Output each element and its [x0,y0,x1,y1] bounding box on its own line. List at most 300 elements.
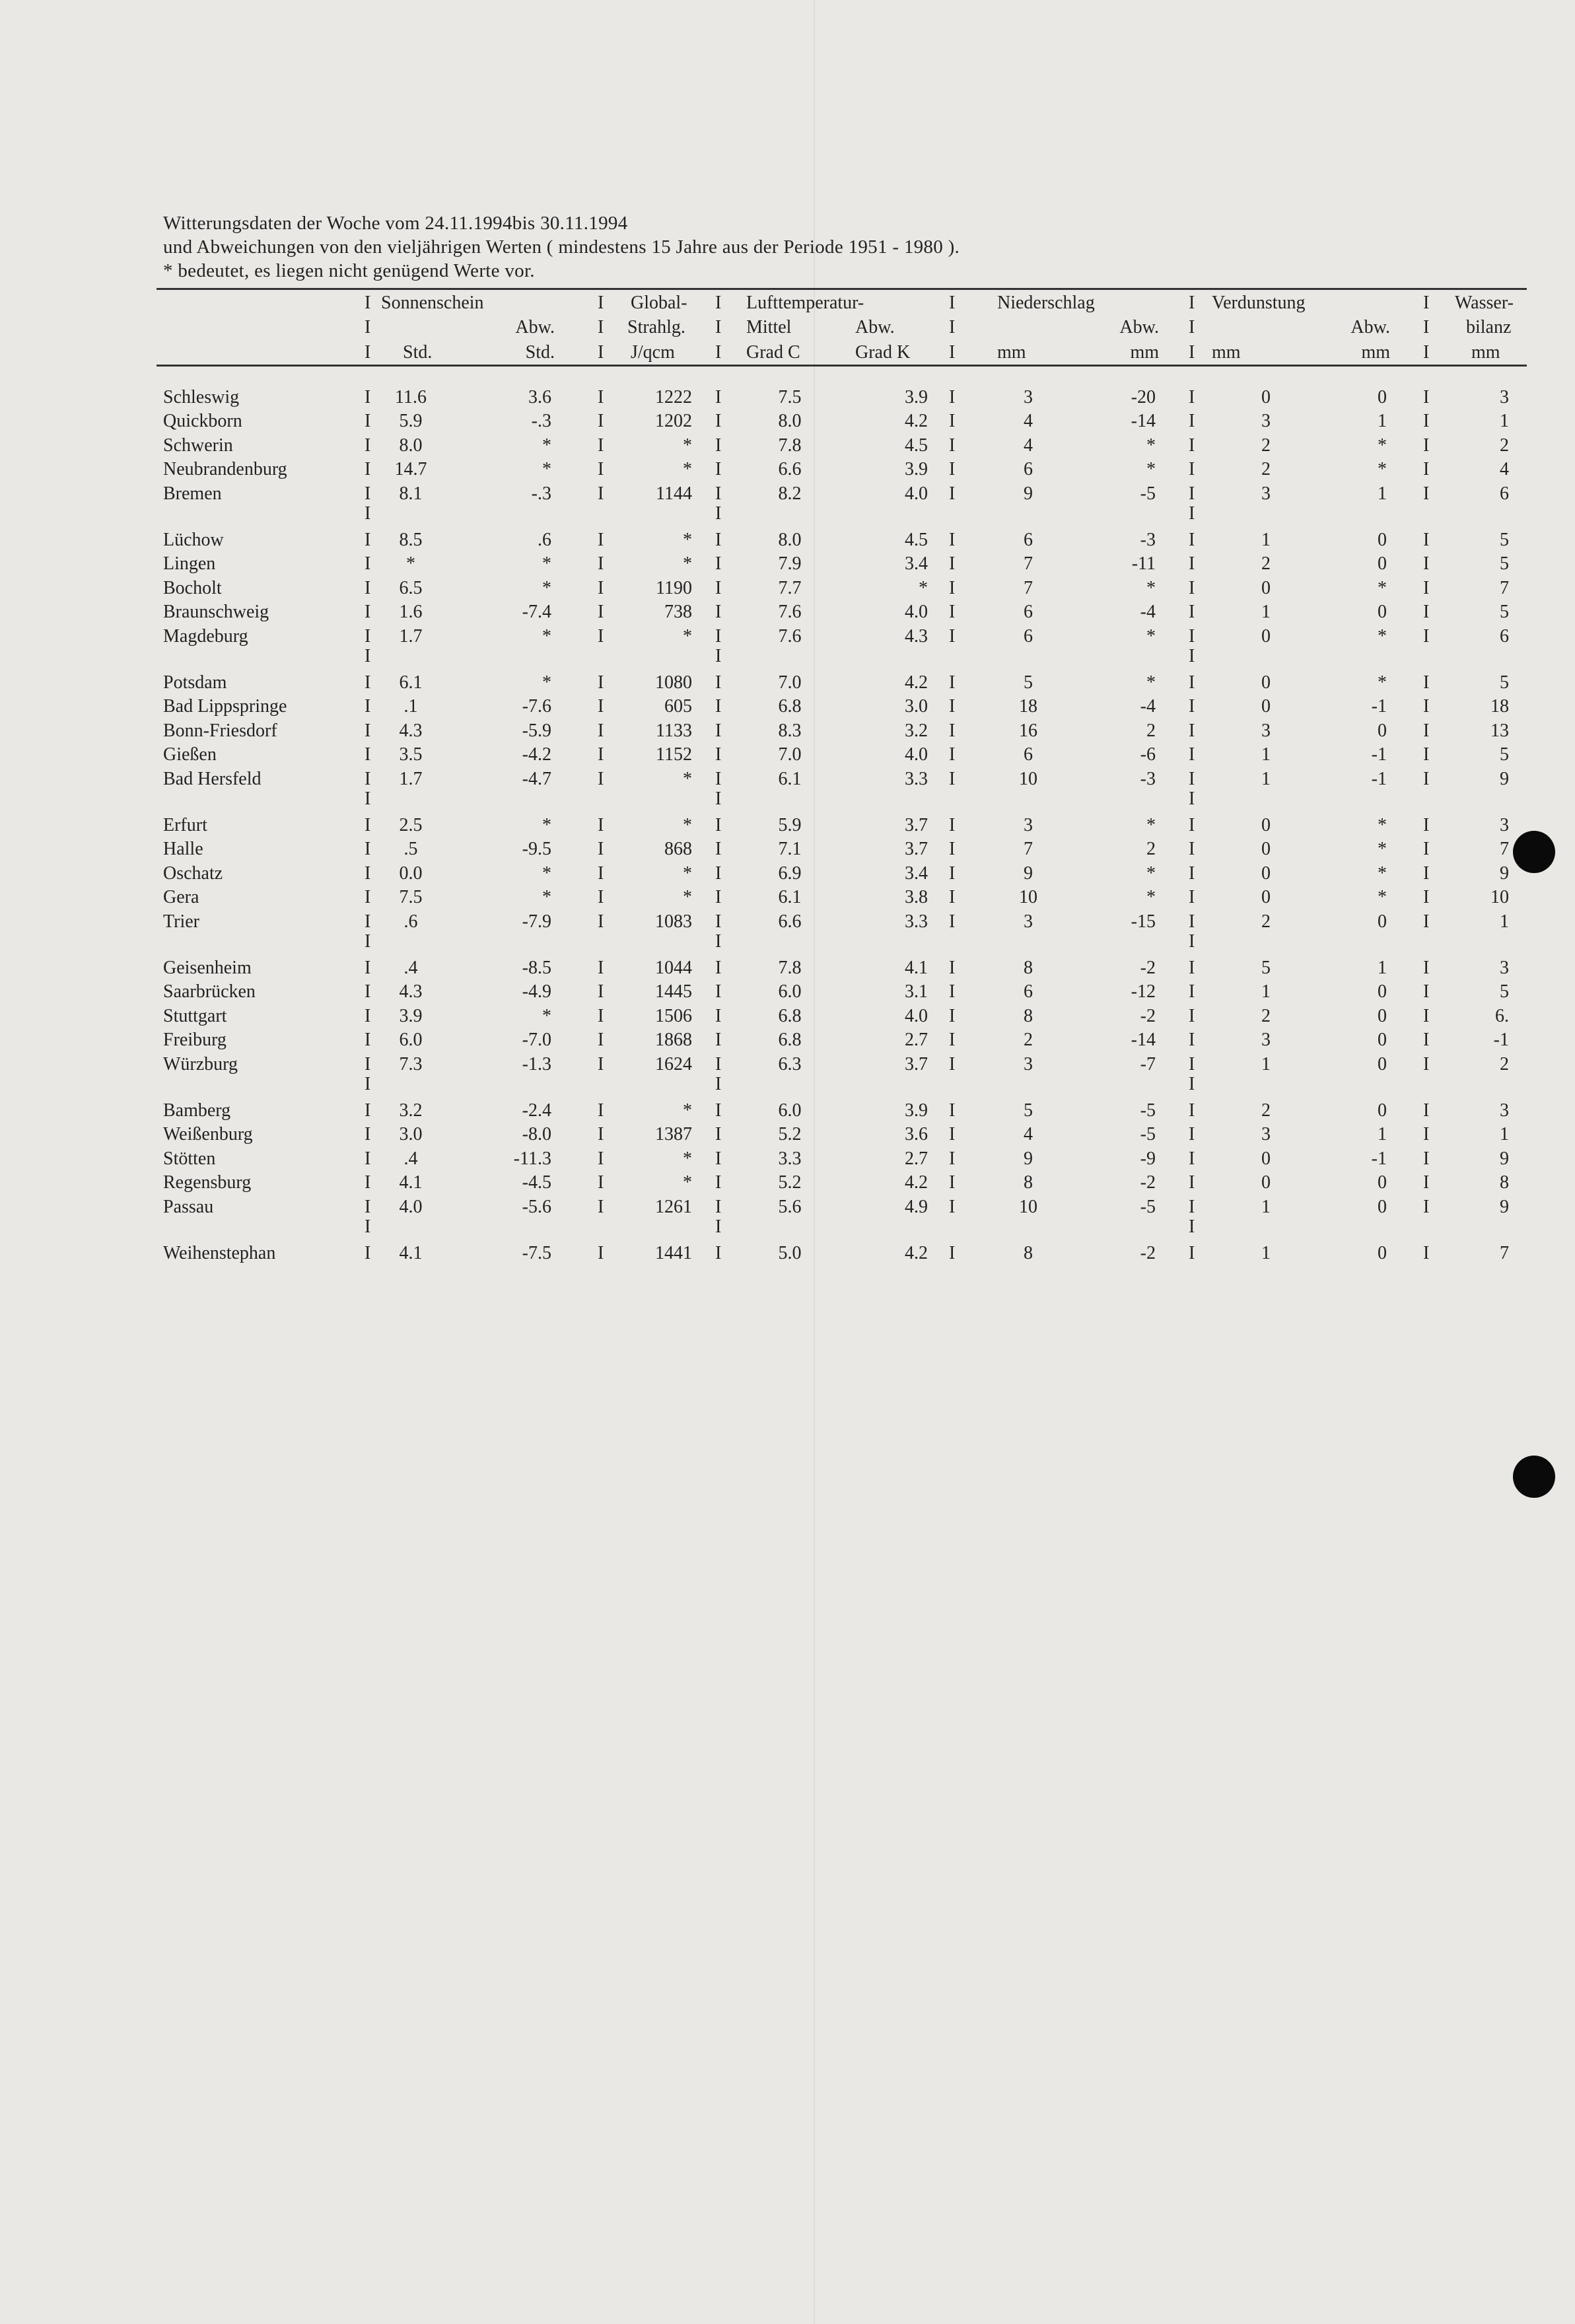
verdunstung-abw: * [1378,815,1387,835]
column-separator: I [715,981,722,1003]
global-strahlung: 1152 [656,744,692,765]
verdunstung-abw: -1 [1371,696,1387,717]
verdunstung-abw: -1 [1371,768,1387,789]
verdunstung-abw: 1 [1378,958,1387,978]
niederschlag-abw: -15 [1131,911,1156,932]
header-abw-std: Std. [525,342,555,363]
column-separator: I [1423,744,1430,765]
wasser-bilanz: 3 [1500,815,1509,835]
column-separator: I [949,1124,956,1145]
column-separator: I [365,1216,371,1237]
header-sonnenschein: Sonnenschein [381,293,484,313]
station-name: Lüchow [163,530,224,550]
column-separator: I [365,696,371,717]
column-separator: I [715,1148,722,1169]
station-name: Trier [163,911,199,932]
sonnenschein-abw: -7.6 [522,696,551,717]
header-grad-k: Grad K [855,342,911,363]
column-separator: I [365,530,371,550]
column-separator: I [365,1196,371,1217]
header-bottom-rule [157,365,1527,367]
column-separator: I [1189,646,1195,666]
sonnenschein-abw: * [542,435,551,456]
column-separator: I [715,672,722,693]
niederschlag-abw: -3 [1140,768,1156,789]
wasser-bilanz: 7 [1500,839,1509,860]
sonnenschein-std: 1.7 [399,768,423,789]
luft-abw: 4.0 [905,602,928,623]
station-name: Regensburg [163,1172,252,1193]
station-name: Schwerin [163,435,233,456]
luft-abw: 3.7 [905,1053,928,1074]
sonnenschein-abw: * [542,863,551,884]
column-separator: I [598,577,604,598]
column-separator: I [1423,672,1430,693]
column-separator: I [715,625,722,647]
verdunstung-mm: 1 [1261,981,1271,1003]
column-separator: I [1423,411,1430,432]
column-separator: I [1189,1196,1195,1217]
column-separator: I [715,720,722,741]
column-separator: I [1189,1148,1195,1169]
column-separator: I [598,911,604,932]
niederschlag-mm: 4 [1024,411,1033,432]
column-separator: I [715,789,722,809]
column-separator: I [949,577,956,598]
sonnenschein-std: 14.7 [394,459,427,480]
sonnenschein-abw: -4.7 [522,768,551,789]
station-name: Bad Lippspringe [163,696,287,717]
wasser-bilanz: 5 [1500,602,1509,623]
verdunstung-mm: 0 [1261,815,1271,835]
luft-abw: 4.2 [905,411,928,432]
niederschlag-abw: -6 [1140,744,1156,765]
column-separator: I [715,1100,722,1121]
column-separator: I [715,459,722,480]
station-name: Bocholt [163,577,222,598]
column-separator: I [598,981,604,1003]
sonnenschein-abw: -.3 [531,483,551,504]
column-separator: I [949,1053,956,1074]
niederschlag-mm: 6 [1024,602,1033,623]
header-wasser-mm: mm [1471,342,1500,363]
column-separator: I [1423,911,1430,932]
niederschlag-abw: -5 [1140,1124,1156,1145]
column-separator: I [949,530,956,550]
column-separator: I [1423,530,1430,550]
niederschlag-mm: 4 [1024,1124,1033,1145]
sonnenschein-std: .4 [403,1148,418,1169]
verdunstung-abw: -1 [1371,1148,1387,1169]
luft-abw: 4.3 [905,625,928,647]
niederschlag-abw: -2 [1140,1243,1156,1263]
niederschlag-abw: * [1146,887,1156,908]
column-separator: I [365,1005,371,1026]
column-separator: I [949,981,956,1003]
column-separator: I [598,435,604,456]
verdunstung-mm: 0 [1261,672,1271,693]
header-separator: I [1189,317,1195,337]
column-separator: I [949,1100,956,1121]
niederschlag-mm: 10 [1019,887,1037,908]
sonnenschein-abw: -4.5 [522,1172,551,1193]
column-separator: I [365,1100,371,1121]
column-separator: I [365,387,371,407]
verdunstung-abw: 0 [1378,553,1387,575]
verdunstung-mm: 5 [1261,958,1271,978]
sonnenschein-abw: * [542,577,551,598]
niederschlag-abw: 2 [1146,720,1156,741]
column-separator: I [598,1100,604,1121]
column-separator: I [949,411,956,432]
column-separator: I [715,815,722,835]
sonnenschein-abw: -5.9 [522,720,551,741]
luft-abw: 4.5 [905,530,928,550]
sonnenschein-abw: * [542,887,551,908]
wasser-bilanz: 2 [1500,1053,1509,1074]
column-separator: I [715,1005,722,1026]
column-separator: I [715,839,722,860]
column-separator: I [1423,887,1430,908]
luft-abw: 3.6 [905,1124,928,1145]
column-separator: I [365,815,371,835]
niederschlag-abw: -5 [1140,483,1156,504]
verdunstung-abw: 0 [1378,1005,1387,1026]
header-separator: I [715,293,722,313]
column-separator: I [949,1148,956,1169]
luft-mittel: 7.8 [778,958,802,978]
wasser-bilanz: 8 [1500,1172,1509,1193]
verdunstung-abw: 0 [1378,387,1387,407]
sonnenschein-std: 6.5 [399,577,423,598]
niederschlag-mm: 7 [1024,577,1033,598]
sonnenschein-abw: -7.9 [522,911,551,932]
global-strahlung: 1445 [655,981,692,1003]
column-separator: I [598,1124,604,1145]
niederschlag-mm: 5 [1024,1100,1033,1121]
luft-mittel: 3.3 [778,1148,802,1169]
column-separator: I [365,1124,371,1145]
column-separator: I [949,1196,956,1217]
niederschlag-abw: * [1146,459,1156,480]
station-name: Bamberg [163,1100,231,1121]
luft-abw: 4.2 [905,1172,928,1193]
verdunstung-abw: 1 [1378,1124,1387,1145]
verdunstung-mm: 3 [1261,1030,1271,1051]
column-separator: I [715,1124,722,1145]
global-strahlung: 738 [664,602,692,623]
luft-mittel: 6.6 [778,911,802,932]
niederschlag-mm: 5 [1024,672,1033,693]
global-strahlung: * [683,863,692,884]
column-separator: I [1189,696,1195,717]
sonnenschein-std: 3.5 [399,744,423,765]
column-separator: I [1189,1216,1195,1237]
luft-mittel: 5.6 [778,1196,802,1217]
global-strahlung: * [683,435,692,456]
sonnenschein-abw: -9.5 [522,839,551,860]
column-separator: I [365,789,371,809]
column-separator: I [715,1196,722,1217]
column-separator: I [1189,1172,1195,1193]
column-separator: I [365,602,371,623]
column-separator: I [1189,483,1195,504]
luft-abw: 4.2 [905,1243,928,1263]
niederschlag-mm: 16 [1019,720,1037,741]
column-separator: I [949,744,956,765]
station-name: Freiburg [163,1030,227,1051]
niederschlag-mm: 10 [1019,1196,1037,1217]
column-separator: I [949,815,956,835]
column-separator: I [1423,435,1430,456]
column-separator: I [1189,577,1195,598]
verdunstung-mm: 2 [1261,1005,1271,1026]
niederschlag-mm: 6 [1024,530,1033,550]
global-strahlung: 1044 [655,958,692,978]
sonnenschein-std: 3.0 [399,1124,423,1145]
header-separator: I [715,342,722,363]
wasser-bilanz: 5 [1500,744,1509,765]
column-separator: I [1189,887,1195,908]
luft-mittel: 8.2 [778,483,802,504]
niederschlag-abw: -5 [1140,1196,1156,1217]
column-separator: I [1189,981,1195,1003]
verdunstung-abw: * [1378,839,1387,860]
column-separator: I [715,1243,722,1263]
verdunstung-mm: 2 [1261,1100,1271,1121]
sonnenschein-std: 0.0 [399,863,423,884]
niederschlag-mm: 3 [1024,1053,1033,1074]
luft-mittel: 6.1 [778,887,802,908]
sonnenschein-std: 1.7 [399,625,423,647]
sonnenschein-std: 4.1 [399,1243,423,1263]
niederschlag-mm: 3 [1024,815,1033,835]
station-name: Lingen [163,553,216,575]
sonnenschein-abw: -2.4 [522,1100,551,1121]
title-line-1: Witterungsdaten der Woche vom 24.11.1994bis 30.11.1994 [163,213,628,234]
station-name: Stuttgart [163,1005,227,1026]
header-global-2: Strahlg. [627,317,685,337]
column-separator: I [715,1074,722,1094]
niederschlag-mm: 6 [1024,981,1033,1003]
verdunstung-abw: 1 [1378,411,1387,432]
luft-abw: 3.7 [905,815,928,835]
column-separator: I [1189,958,1195,978]
sonnenschein-abw: -7.0 [522,1030,551,1051]
column-separator: I [715,887,722,908]
column-separator: I [1189,435,1195,456]
verdunstung-abw: 1 [1378,483,1387,504]
global-strahlung: 1144 [656,483,692,504]
header-niederschlag: Niederschlag [997,293,1095,313]
global-strahlung: 1133 [656,720,692,741]
column-separator: I [1423,625,1430,647]
verdunstung-mm: 1 [1261,768,1271,789]
column-separator: I [1189,720,1195,741]
luft-abw: 3.9 [905,387,928,407]
column-separator: I [715,744,722,765]
verdunstung-abw: 0 [1378,1030,1387,1051]
luft-mittel: 6.0 [778,981,802,1003]
verdunstung-mm: 0 [1261,863,1271,884]
luft-mittel: 6.0 [778,1100,802,1121]
column-separator: I [1189,815,1195,835]
luft-abw: 4.5 [905,435,928,456]
verdunstung-mm: 2 [1261,553,1271,575]
verdunstung-mm: 3 [1261,483,1271,504]
column-separator: I [598,411,604,432]
header-bilanz: bilanz [1466,317,1512,337]
niederschlag-abw: -2 [1140,1005,1156,1026]
verdunstung-mm: 0 [1261,625,1271,647]
verdunstung-mm: 1 [1261,1053,1271,1074]
global-strahlung: 868 [664,839,692,860]
global-strahlung: * [683,1148,692,1169]
header-lufttemperatur: Lufttemperatur- [746,293,864,313]
column-separator: I [715,696,722,717]
column-separator: I [598,744,604,765]
sonnenschein-std: .1 [403,696,418,717]
station-name: Schleswig [163,387,240,407]
column-separator: I [715,958,722,978]
verdunstung-abw: 0 [1378,602,1387,623]
niederschlag-abw: -2 [1140,958,1156,978]
luft-mittel: 7.7 [778,577,802,598]
verdunstung-mm: 2 [1261,911,1271,932]
verdunstung-abw: 0 [1378,1053,1387,1074]
column-separator: I [1423,768,1430,789]
luft-abw: 2.7 [905,1148,928,1169]
header-separator: I [598,342,604,363]
global-strahlung: 1441 [655,1243,692,1263]
column-separator: I [949,459,956,480]
luft-abw: 2.7 [905,1030,928,1051]
niederschlag-mm: 18 [1019,696,1037,717]
column-separator: I [598,1030,604,1051]
wasser-bilanz: 13 [1490,720,1509,741]
header-separator: I [598,317,604,337]
sonnenschein-abw: -.3 [531,411,551,432]
column-separator: I [1423,863,1430,884]
sonnenschein-abw: * [542,553,551,575]
verdunstung-mm: 2 [1261,435,1271,456]
column-separator: I [1189,672,1195,693]
column-separator: I [1189,1053,1195,1074]
niederschlag-mm: 9 [1024,483,1033,504]
column-separator: I [598,553,604,575]
wasser-bilanz: 3 [1500,387,1509,407]
header-mittel: Mittel [746,317,792,337]
column-separator: I [598,483,604,504]
sonnenschein-abw: -7.5 [522,1243,551,1263]
column-separator: I [1189,411,1195,432]
wasser-bilanz: 6 [1500,625,1509,647]
header-luft-abw: Abw. [855,317,895,337]
global-strahlung: 1624 [655,1053,692,1074]
column-separator: I [365,1243,371,1263]
luft-mittel: 8.3 [778,720,802,741]
niederschlag-abw: -5 [1140,1100,1156,1121]
column-separator: I [598,839,604,860]
sonnenschein-abw: * [542,625,551,647]
sonnenschein-std: 6.0 [399,1030,423,1051]
column-separator: I [1423,981,1430,1003]
column-separator: I [1189,768,1195,789]
column-separator: I [1189,1243,1195,1263]
luft-abw: 4.9 [905,1196,928,1217]
column-separator: I [365,483,371,504]
column-separator: I [949,1172,956,1193]
wasser-bilanz: 1 [1500,911,1509,932]
column-separator: I [365,625,371,647]
global-strahlung: * [683,1100,692,1121]
station-name: Bonn-Friesdorf [163,720,277,741]
column-separator: I [715,768,722,789]
wasser-bilanz: 9 [1500,768,1509,789]
verdunstung-abw: 0 [1378,981,1387,1003]
column-separator: I [949,672,956,693]
niederschlag-mm: 7 [1024,839,1033,860]
global-strahlung: 1202 [655,411,692,432]
column-separator: I [1189,931,1195,952]
header-separator: I [365,293,371,313]
column-separator: I [715,387,722,407]
verdunstung-abw: 0 [1378,1100,1387,1121]
verdunstung-abw: 0 [1378,911,1387,932]
column-separator: I [949,1243,956,1263]
column-separator: I [598,672,604,693]
column-separator: I [715,646,722,666]
column-separator: I [1423,483,1430,504]
column-separator: I [1423,553,1430,575]
niederschlag-mm: 2 [1024,1030,1033,1051]
sonnenschein-abw: -4.9 [522,981,551,1003]
verdunstung-mm: 0 [1261,387,1271,407]
column-separator: I [365,1172,371,1193]
header-nieder-abw: Abw. [1119,317,1159,337]
niederschlag-abw: -7 [1140,1053,1156,1074]
column-separator: I [949,1030,956,1051]
luft-mittel: 6.8 [778,1005,802,1026]
station-name: Weißenburg [163,1124,253,1145]
verdunstung-mm: 0 [1261,839,1271,860]
global-strahlung: * [683,553,692,575]
wasser-bilanz: 5 [1500,672,1509,693]
column-separator: I [1423,815,1430,835]
niederschlag-abw: * [1146,863,1156,884]
sonnenschein-abw: -4.2 [522,744,551,765]
verdunstung-mm: 0 [1261,1172,1271,1193]
sonnenschein-abw: -8.0 [522,1124,551,1145]
luft-abw: 3.9 [905,1100,928,1121]
column-separator: I [365,1074,371,1094]
column-separator: I [949,602,956,623]
sonnenschein-abw: * [542,672,551,693]
column-separator: I [949,483,956,504]
luft-abw: 3.4 [905,863,928,884]
header-separator: I [949,293,956,313]
verdunstung-mm: 1 [1261,1243,1271,1263]
sonnenschein-std: 8.5 [399,530,423,550]
column-separator: I [598,1172,604,1193]
column-separator: I [1423,577,1430,598]
sonnenschein-abw: -1.3 [522,1053,551,1074]
wasser-bilanz: 5 [1500,530,1509,550]
column-separator: I [715,1172,722,1193]
sonnenschein-std: 4.0 [399,1196,423,1217]
sonnenschein-std: .6 [403,911,418,932]
column-separator: I [949,958,956,978]
